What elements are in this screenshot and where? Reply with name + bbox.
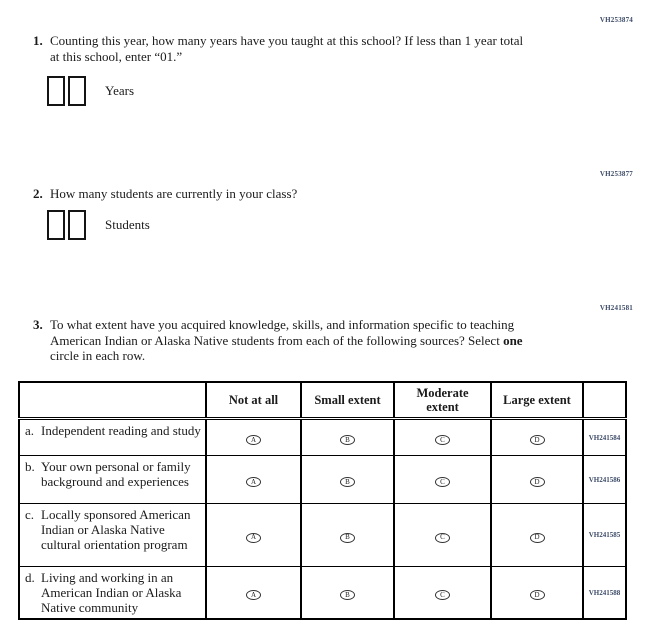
row-label-cell [19, 456, 206, 504]
table-row [19, 456, 626, 504]
column-header-moderate-extent: Moderate extent [394, 382, 491, 419]
row-label: Independent reading and study [41, 423, 201, 438]
digit-entry-box[interactable] [68, 210, 86, 240]
digit-boxes [47, 210, 89, 240]
response-oval-d[interactable]: D [530, 435, 545, 445]
question-text: How many students are currently in your class? [50, 186, 298, 201]
question-number: 1. [33, 33, 43, 48]
table-row [19, 567, 626, 620]
question-2 [33, 186, 525, 240]
row-label-header [19, 382, 206, 419]
row-label-cell [19, 504, 206, 567]
digit-entry-box[interactable] [47, 76, 65, 106]
row-code: VH241585 [583, 504, 626, 567]
response-oval-d[interactable]: D [530, 590, 545, 600]
students-entry [47, 210, 525, 240]
digit-entry-box[interactable] [47, 210, 65, 240]
response-oval-b[interactable]: B [340, 477, 355, 487]
response-oval-b[interactable]: B [340, 435, 355, 445]
row-label: Your own personal or family background and experiences [41, 459, 191, 489]
response-oval-b[interactable]: B [340, 533, 355, 543]
column-header-not-at-all: Not at all [206, 382, 301, 419]
digit-boxes [47, 76, 89, 106]
digit-entry-box[interactable] [68, 76, 86, 106]
question-1 [33, 33, 525, 106]
row-code: VH241588 [583, 567, 626, 620]
question-number: 2. [33, 186, 43, 201]
row-letter: a. [25, 423, 35, 438]
row-label: Locally sponsored American Indian or Alaska Native cultural orientation program [41, 507, 191, 552]
response-oval-c[interactable]: C [435, 477, 450, 487]
question-code: VH253874 [599, 16, 633, 24]
extent-table [18, 381, 627, 620]
years-entry [47, 76, 525, 106]
table-row [19, 419, 626, 456]
response-oval-c[interactable]: C [435, 590, 450, 600]
response-oval-a[interactable]: A [246, 477, 261, 487]
row-letter: d. [25, 570, 35, 585]
row-code: VH241584 [583, 419, 626, 456]
row-code: VH241586 [583, 456, 626, 504]
response-oval-d[interactable]: D [530, 533, 545, 543]
column-header-small-extent: Small extent [301, 382, 394, 419]
entry-unit-label: Students [105, 216, 150, 232]
entry-unit-label: Years [105, 83, 135, 98]
row-letter: c. [25, 507, 35, 522]
question-number: 3. [33, 317, 43, 332]
question-code: VH253877 [599, 170, 633, 178]
question-text: Counting this year, how many years have you taught at this school? If less than 1 year total at this school, enter “01.” [50, 33, 524, 64]
row-label-cell [19, 419, 206, 456]
response-oval-a[interactable]: A [246, 533, 261, 543]
question-text: To what extent have you acquired knowledge, skills, and information specific to teaching American Indian or Alaska Native students from each of the following sources? Select one circle in each row. [50, 317, 523, 363]
response-oval-c[interactable]: C [435, 533, 450, 543]
response-oval-a[interactable]: A [246, 435, 261, 445]
row-label-cell [19, 567, 206, 620]
code-column-header [583, 382, 626, 419]
column-header-large-extent: Large extent [491, 382, 583, 419]
row-letter: b. [25, 459, 35, 474]
table-row [19, 504, 626, 567]
question-code: VH241581 [599, 304, 633, 312]
table-header-row [19, 382, 626, 419]
response-oval-a[interactable]: A [246, 590, 261, 600]
response-oval-b[interactable]: B [340, 590, 355, 600]
question-3 [33, 317, 530, 364]
response-oval-d[interactable]: D [530, 477, 545, 487]
response-oval-c[interactable]: C [435, 435, 450, 445]
row-label: Living and working in an American Indian or Alaska Native community [41, 570, 182, 615]
